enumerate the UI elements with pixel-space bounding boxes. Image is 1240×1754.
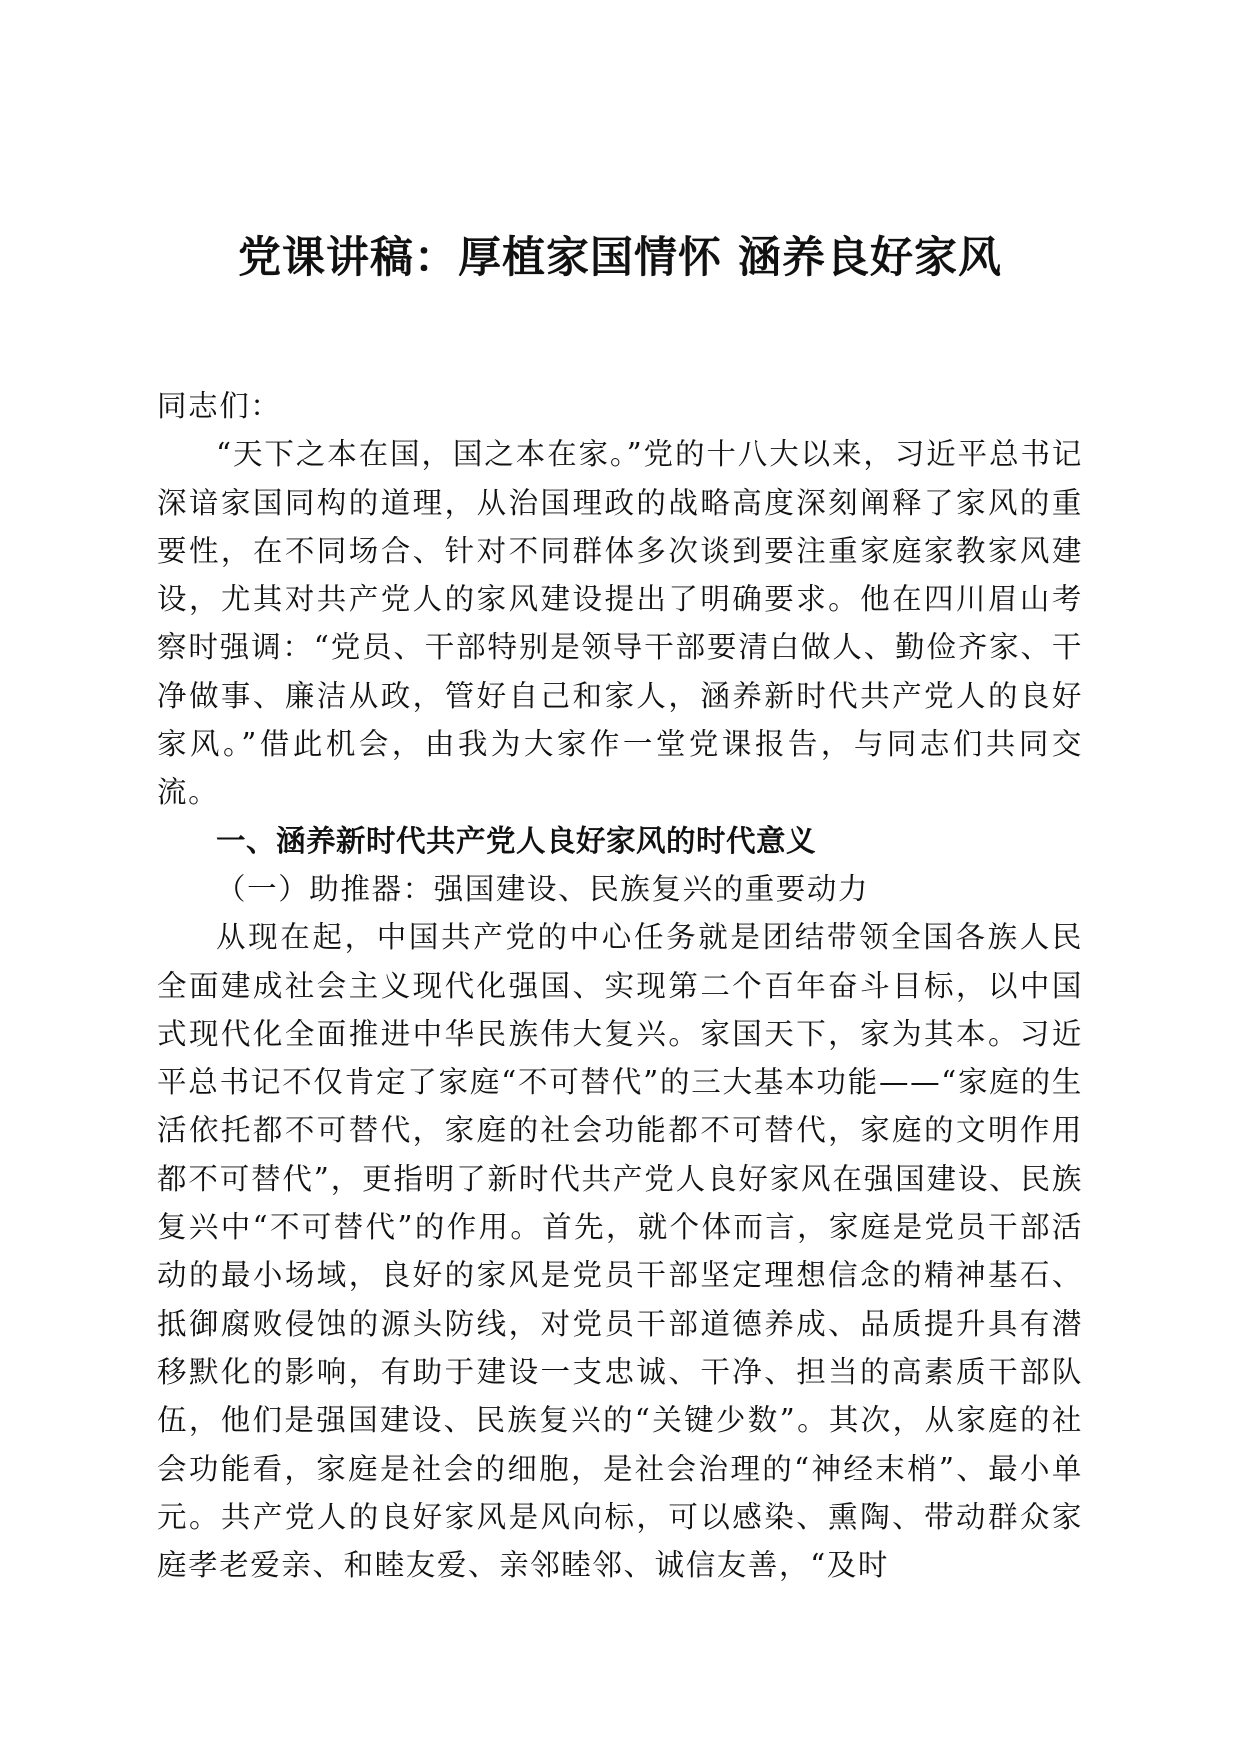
subsection-heading-1-1: （一）助推器：强国建设、民族复兴的重要动力 [216,871,870,906]
section-heading-1: 一、涵养新时代共产党人良好家风的时代意义 [216,823,817,858]
paragraph-intro: “天下之本在国，国之本在家。”党的十八大以来，习近平总书记深谙家国同构的道理，从治国理政的战略高度深刻阐释了家风的重要性，在不同场合、针对不同群体多次谈到要注重家庭家教家风建设，尤其对共产党人的家风建设提出了明确要求。他在四川眉山考察时强调：“党员、干部特别是领导干部要清白做人、勤俭齐家、干净做事、廉洁从政，管好自己和家人，涵养新时代共产党人的良好家风。”借此机会，由我为大家作一堂党课报告，与同志们共同交流。 [157,437,1083,810]
salutation: 同志们： [157,389,282,423]
document-title: 党课讲稿：厚植家国情怀 涵养良好家风 [238,233,1002,283]
paragraph-section-1-1: 从现在起，中国共产党的中心任务就是团结带领全国各族人民全面建成社会主义现代化强国、实现第二个百年奋斗目标，以中国式现代化全面推进中华民族伟大复兴。家国天下，家为其本。习近平总书记不仅肯定了家庭“不可替代”的三大基本功能——“家庭的生活依托都不可替代，家庭的社会功能都不可替代，家庭的文明作用都不可替代”，更指明了新时代共产党人良好家风在强国建设、民族复兴中“不可替代”的作用。首先，就个体而言，家庭是党员干部活动的最小场域，良好的家风是党员干部坚定理想信念的精神基石、抵御腐败侵蚀的源头防线，对党员干部道德养成、品质提升具有潜移默化的影响，有助于建设一支忠诚、干净、担当的高素质干部队伍，他们是强国建设、民族复兴的“关键少数”。其次，从家庭的社会功能看，家庭是社会的细胞，是社会治理的“神经末梢”、最小单元。共产党人的良好家风是风向标，可以感染、熏陶、带动群众家庭孝老爱亲、和睦友爱、亲邻睦邻、诚信友善，“及时 [157,920,1083,1583]
document-body [157,382,1083,1589]
